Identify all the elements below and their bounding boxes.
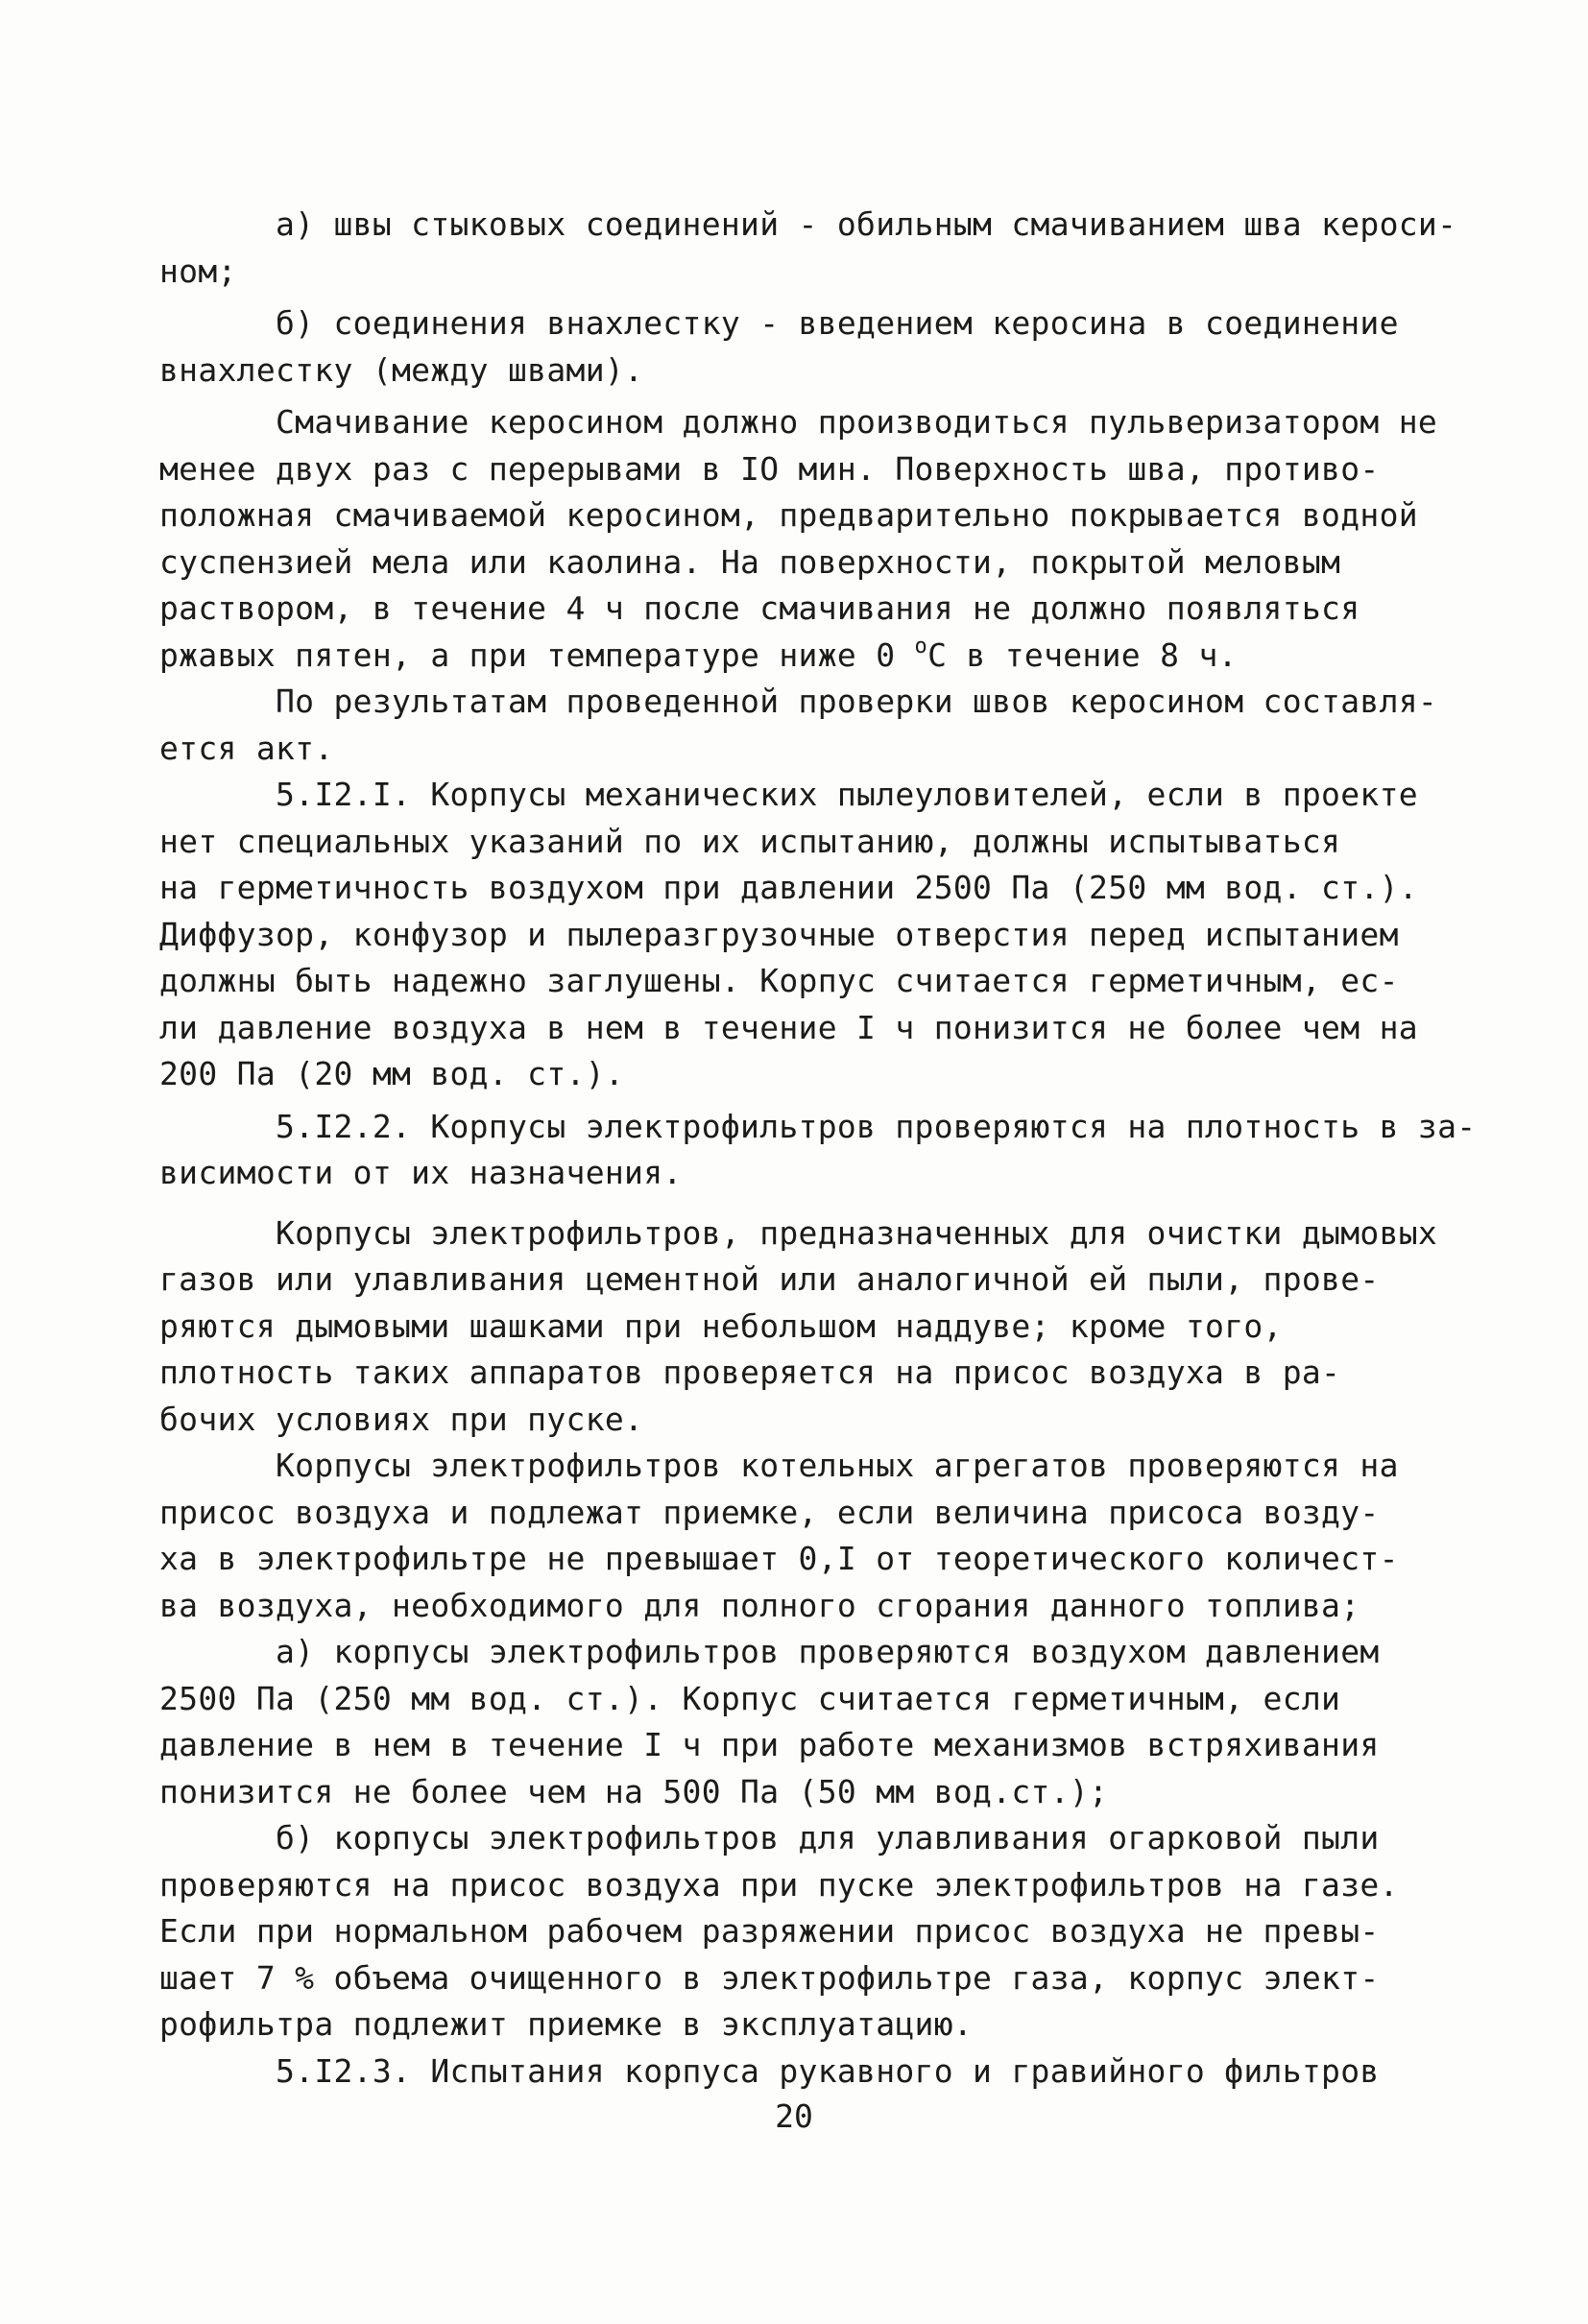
text-line-with-degree <box>159 633 1417 680</box>
text-line: менее двух раз с перерывами в IO мин. Поверхность шва, противо- <box>159 449 1380 488</box>
text-line: нет специальных указаний по их испытанию, должны испытываться <box>159 822 1341 860</box>
text-line: висимости от их назначения. <box>159 1154 683 1191</box>
text-line: раствором, в течение 4 ч после смачивания не должно появляться <box>159 589 1360 627</box>
degree-symbol: o <box>914 634 928 659</box>
text-line: на герметичность воздухом при давлении 2500 Па (250 мм вод. ст.). <box>159 869 1418 906</box>
text-line: положная смачиваемой керосином, предварительно покрывается водной <box>159 496 1418 534</box>
text-line: проверяются на присос воздуха при пуске электрофильтров на газе. <box>159 1865 1399 1904</box>
text-line: ряются дымовыми шашками при небольшом наддуве; кроме того, <box>159 1306 1283 1345</box>
text-line: ном; <box>159 252 237 290</box>
text-line: внахлестку (между швами). <box>159 350 644 389</box>
text-line: давление в нем в течение I ч при работе механизмов встряхивания <box>159 1726 1380 1763</box>
text-line: 200 Па (20 мм вод. ст.). <box>159 1055 625 1092</box>
text-line: ется акт. <box>159 729 334 767</box>
text-line: а) швы стыковых соединений - обильным смачиванием шва кероси- <box>159 205 1457 243</box>
text-line: б) корпусы электрофильтров для улавливания огарковой пыли <box>159 1819 1380 1857</box>
text-line: шает 7 % объема очищенного в электрофильтре газа, корпус элект- <box>159 1958 1380 1997</box>
text-line: По результатам проведенной проверки швов керосином составля- <box>159 683 1438 720</box>
text-line: бочих условиях при пуске. <box>159 1400 644 1438</box>
text-line: газов или улавливания цементной или аналогичной ей пыли, прове- <box>159 1260 1380 1298</box>
text-line: плотность таких аппаратов проверяется на присос воздуха в ра- <box>159 1354 1341 1391</box>
page-number: 20 <box>775 2097 813 2135</box>
text-line: а) корпусы электрофильтров проверяются воздухом давлением <box>159 1633 1380 1670</box>
text-line: ва воздуха, необходимого для полного сгорания данного топлива; <box>159 1586 1360 1624</box>
text-line: Диффузор, конфузор и пылеразгрузочные отверстия перед испытанием <box>159 915 1399 953</box>
text-line: Корпусы электрофильтров котельных агрегатов проверяются на <box>159 1447 1399 1484</box>
text-line: 5.I2.2. Корпусы электрофильтров проверяются на плотность в за- <box>159 1107 1477 1145</box>
text-line: 5.I2.3. Испытания корпуса рукавного и гравийного фильтров <box>159 2051 1380 2090</box>
text-line: 2500 Па (250 мм вод. ст.). Корпус считается герметичным, если <box>159 1679 1341 1717</box>
text-line: Смачивание керосином должно производиться пульверизатором не <box>159 403 1438 441</box>
text-line: суспензией мела или каолина. На поверхности, покрытой меловым <box>159 542 1341 581</box>
text-line: б) соединения внахлестку - введением керосина в соединение <box>159 304 1399 342</box>
text-line: ха в электрофильтре не превышает 0,I от теоретического количест- <box>159 1540 1399 1577</box>
text-line: рофильтра подлежит приемке в эксплуатацию. <box>159 2005 974 2043</box>
text-segment: С в течение 8 ч. <box>927 635 1238 674</box>
text-segment: ржавых пятен, а при температуре ниже 0 <box>159 635 915 674</box>
body-text <box>159 202 1477 2095</box>
text-line: Корпусы электрофильтров, предназначенных для очистки дымовых <box>159 1213 1438 1252</box>
text-line: ли давление воздуха в нем в течение I ч понизится не более чем на <box>159 1008 1418 1046</box>
text-line: присос воздуха и подлежат приемке, если величина присоса возду- <box>159 1493 1380 1531</box>
text-line: Если при нормальном рабочем разряжении присос воздуха не превы- <box>159 1912 1380 1950</box>
text-line: должны быть надежно заглушены. Корпус считается герметичным, ес- <box>159 962 1399 999</box>
text-line: понизится не более чем на 500 Па (50 мм вод.ст.); <box>159 1772 1109 1810</box>
text-line: 5.I2.I. Корпусы механических пылеуловителей, если в проекте <box>159 776 1418 813</box>
